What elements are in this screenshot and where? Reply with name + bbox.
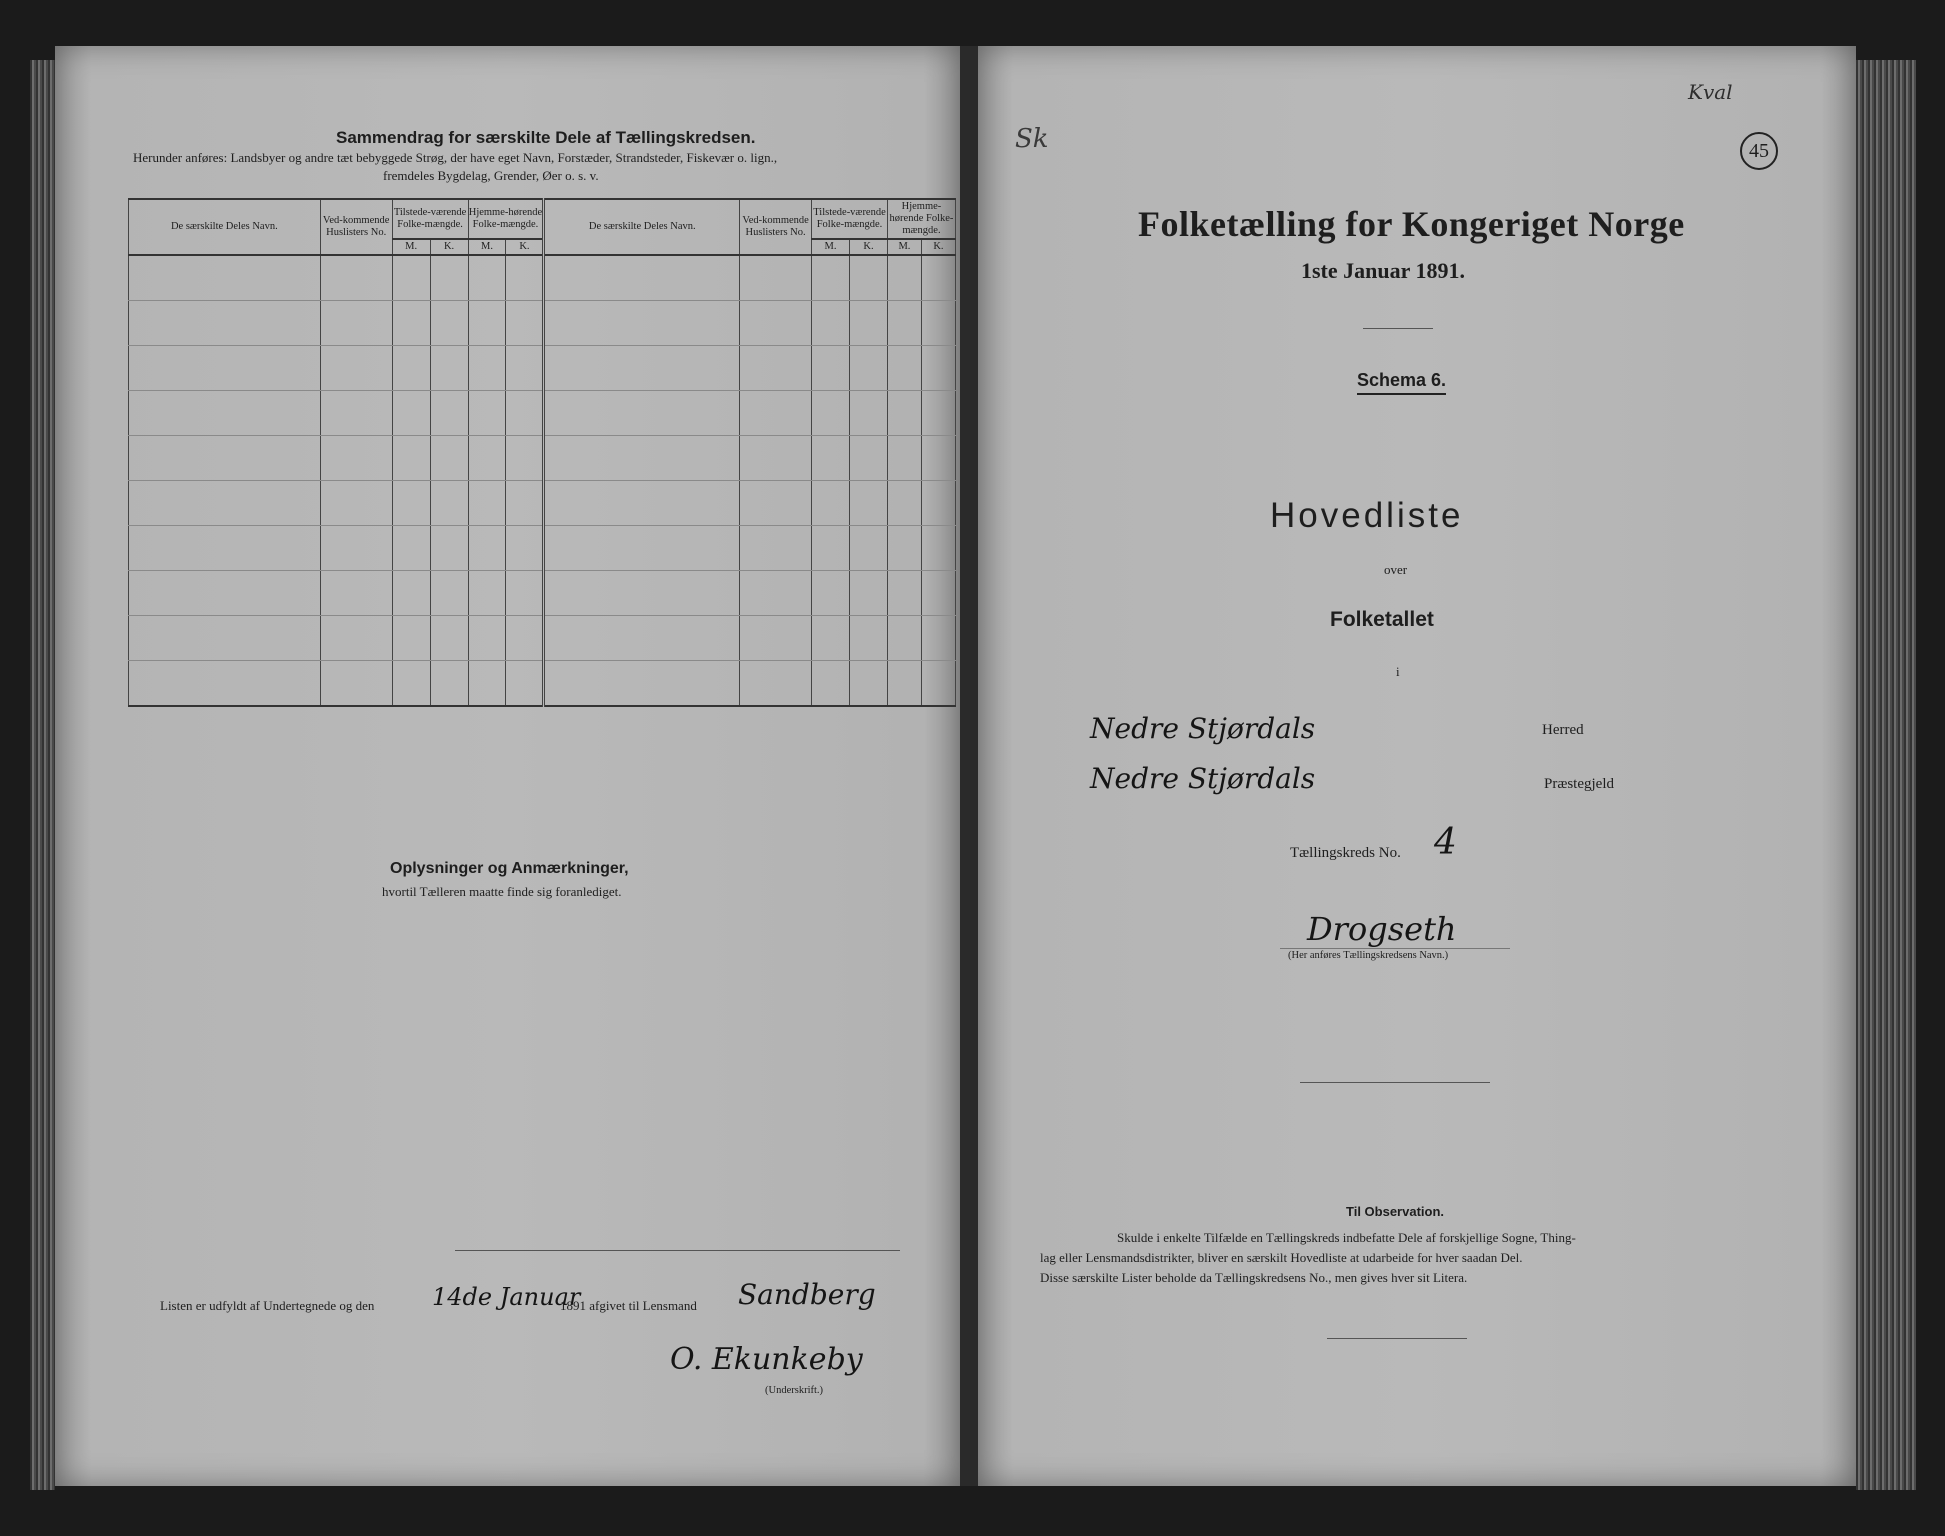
col-header-m: M. — [887, 239, 921, 255]
table-row — [129, 661, 956, 707]
signature-line-mid: 1891 afgivet til Lensmand — [560, 1298, 697, 1313]
col-header-present: Tilstede-værende Folke-mængde. — [392, 199, 468, 239]
col-header-m: M. — [392, 239, 430, 255]
col-header-k: K. — [850, 239, 888, 255]
summary-table — [128, 198, 956, 707]
schema-number: Schema 6. — [1357, 370, 1446, 395]
title-rule — [1363, 328, 1433, 329]
kreds-number: 4 — [1434, 822, 1457, 863]
col-header-name: De særskilte Deles Navn. — [129, 199, 321, 255]
bottom-rule — [1327, 1338, 1467, 1339]
summary-note-2: fremdeles Bygdelag, Grender, Øer o. s. v. — [383, 168, 599, 183]
summary-note-1: Herunder anføres: Landsbyer og andre tæt bebyggede Strøg, der have eget Navn, Forstæder, Strandsteder, Fiskevær o. lign., — [133, 150, 778, 165]
remarks-subtitle: hvortil Tælleren maatte finde sig foranlediget. — [382, 884, 622, 899]
remarks-end-rule — [455, 1250, 900, 1251]
col-header-m: M. — [468, 239, 506, 255]
table-row — [129, 391, 956, 436]
col-header-m: M. — [812, 239, 850, 255]
table-row — [129, 616, 956, 661]
right-page-edge — [1856, 60, 1916, 1490]
observation-line-2: lag eller Lensmandsdistrikter, bliver en særskilt Hovedliste at udarbeide for hver saadan Del. — [1040, 1250, 1523, 1265]
book-gutter — [960, 46, 978, 1486]
enumerator-signature: O. Ekunkeby — [670, 1342, 863, 1377]
remarks-title: Oplysninger og Anmærkninger, — [390, 860, 629, 877]
section-rule — [1300, 1082, 1490, 1083]
corner-note: Kval — [1688, 80, 1733, 104]
table-row — [129, 571, 956, 616]
table-row — [129, 481, 956, 526]
page-title: Folketælling for Kongeriget Norge — [1138, 204, 1685, 244]
col-header-k: K. — [430, 239, 468, 255]
col-header-resident: Hjemme-hørende Folke-mængde. — [468, 199, 544, 239]
praestegjeld-value: Nedre Stjørdals — [1090, 762, 1316, 795]
col-header-houses: Ved-kommende Huslisters No. — [320, 199, 392, 255]
hovedliste-heading: Hovedliste — [1270, 496, 1464, 535]
left-page-edge — [30, 60, 55, 1490]
col-header-resident-2: Hjemme-hørende Folke-mængde. — [887, 199, 955, 239]
table-row — [129, 255, 956, 301]
over-label: over — [1384, 562, 1408, 577]
col-header-k: K. — [506, 239, 544, 255]
col-header-k: K. — [921, 239, 955, 255]
kreds-name: Drogseth — [1307, 910, 1457, 948]
observation-title: Til Observation. — [1346, 1204, 1445, 1219]
i-label: i — [1396, 664, 1400, 679]
signature-label: (Underskrift.) — [765, 1385, 824, 1396]
page-number-circle: 45 — [1740, 132, 1778, 170]
kreds-label: Tællingskreds No. — [1290, 845, 1401, 861]
summary-title: Sammendrag for særskilte Dele af Tællingskredsen. — [336, 128, 756, 147]
herred-value: Nedre Stjørdals — [1090, 712, 1316, 745]
kreds-name-label: (Her anføres Tællingskredsens Navn.) — [1288, 950, 1449, 961]
table-row — [129, 301, 956, 346]
kreds-name-rule — [1280, 948, 1510, 949]
folketallet-heading: Folketallet — [1330, 608, 1434, 631]
signature-date: 14de Januar — [432, 1283, 581, 1311]
signature-line-prefix: Listen er udfyldt af Undertegnede og den — [160, 1298, 375, 1313]
observation-line-3: Disse særskilte Lister beholde da Tællingskredsens No., men gives hver sit Litera. — [1040, 1270, 1468, 1285]
col-header-houses-2: Ved-kommende Huslisters No. — [740, 199, 812, 255]
col-header-name-2: De særskilte Deles Navn. — [544, 199, 740, 255]
census-date: 1ste Januar 1891. — [1301, 258, 1465, 283]
herred-label: Herred — [1542, 722, 1584, 738]
table-row — [129, 346, 956, 391]
observation-line-1: Skulde i enkelte Tilfælde en Tællingskreds indbefatte Dele af forskjellige Sogne, Thing- — [1117, 1230, 1576, 1245]
table-row — [129, 526, 956, 571]
corner-mark: Sk — [1015, 124, 1049, 154]
praestegjeld-label: Præstegjeld — [1544, 776, 1614, 792]
table-row — [129, 436, 956, 481]
col-header-present-2: Tilstede-værende Folke-mængde. — [812, 199, 888, 239]
lensmand-name: Sandberg — [738, 1278, 876, 1311]
